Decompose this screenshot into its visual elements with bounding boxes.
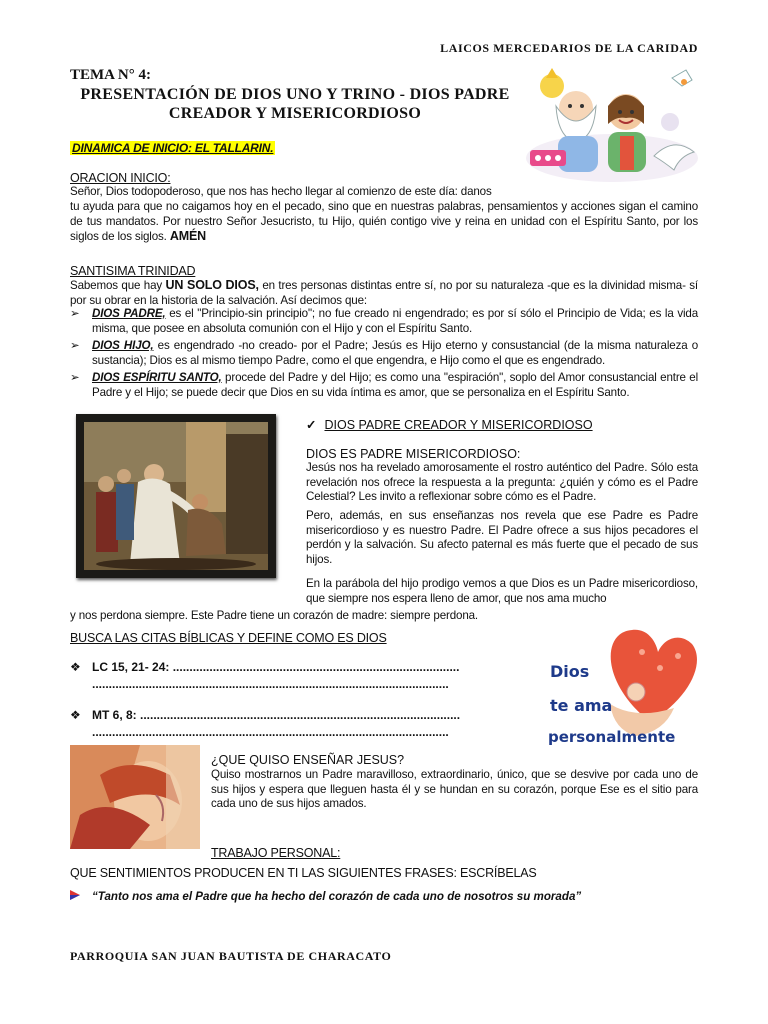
oracion-body: [70, 200, 698, 245]
cita-answer-line: ................................................................................................: [140, 708, 461, 722]
cita-answer-line: ......................................................................................: [172, 660, 460, 674]
jesus-text: Quiso mostrarnos un Padre maravilloso, extraordinario, único, que se desvive por cada uno de sus hijos y espera que lleguen hasta él y se hundan en su corazón, porque Ese es el sitio para cada uno de sus hijos amados.: [211, 768, 698, 811]
heart-text-te-ama: te ama: [550, 696, 613, 715]
term-dios-espiritu: DIOS ESPÍRITU SANTO,: [92, 371, 222, 384]
trabajo-heading: TRABAJO PERSONAL:: [211, 846, 341, 860]
padre-paragraph-1: Jesús nos ha revelado amorosamente el rostro auténtico del Padre. Sólo esta revelación nos ofrece la respuesta a la pregunta: ¿quién y cómo es el Padre Celestial? Les invito a reflexionar sobre cómo es el Padre.: [306, 461, 698, 504]
def-dios-padre: es el "Principio-sin principio"; no fue creado ni engendrado; es por sí sólo el Principio de Vida; es la vida misma, que posee en absoluta comunión con el Hijo y con el Espíritu Santo.: [92, 307, 698, 335]
page-title: PRESENTACIÓN DE DIOS UNO Y TRINO - DIOS PADRE CREADOR Y MISERICORDIOSO: [80, 86, 510, 122]
jesus-heading: ¿QUE QUISO ENSEÑAR JESUS?: [211, 753, 405, 767]
arrow-bullet-icon: ➢: [70, 307, 80, 320]
trinidad-intro-a: Sabemos que hay: [70, 279, 166, 292]
check-icon: ✓: [306, 418, 317, 432]
def-dios-hijo: es engendrado -no creado- por el Padre; Jesús es Hijo eterno y consustancial (de la misma naturaleza o sustancia); Dios es al mismo tiempo Padre, como el que engendra, e Hijo como el que es engendrado.: [92, 339, 698, 367]
trinity-cartoon-image: [524, 66, 700, 184]
page-header: LAICOS MERCEDARIOS DE LA CARIDAD: [440, 41, 698, 55]
oracion-heading: ORACION INICIO:: [70, 171, 171, 185]
padre-subheading: DIOS ES PADRE MISERICORDIOSO:: [306, 447, 521, 461]
heart-text-personalmente: personalmente: [548, 728, 676, 746]
trinidad-heading: SANTISIMA TRINIDAD: [70, 264, 196, 278]
tema-number: TEMA N° 4:: [70, 67, 151, 83]
trinidad-item-espiritu: [70, 371, 698, 400]
trinidad-item-padre: [70, 307, 698, 336]
trinidad-intro: [70, 278, 698, 308]
trinidad-item-hijo: [70, 339, 698, 368]
trabajo-phrase: “Tanto nos ama el Padre que ha hecho del corazón de cada uno de nosotros su morada”: [92, 890, 582, 903]
term-dios-padre: DIOS PADRE,: [92, 307, 166, 320]
cita-item-lc: [70, 659, 520, 693]
trinidad-intro-c: en tres personas distintas entre sí, no por su naturaleza -que es la divinidad misma- sí por su obrar en la historia de la salvación. Así decimos que:: [70, 279, 698, 307]
dios-te-ama-image: [540, 612, 700, 754]
oracion-amen: AMÉN: [169, 229, 207, 244]
padre-paragraph-3a: En la parábola del hijo prodigo vemos a que Dios es un Padre misericordioso, que siempre nos espera lleno de amor, que nos ama mucho: [306, 577, 698, 605]
def-dios-espiritu: procede del Padre y del Hijo; es como una "espiración", soplo del Amor consustancial entre el Padre y el Hijo; se puede decir que Dios en su vida íntima es amor, que se personaliza en el Espíritu Santo.: [92, 371, 698, 399]
citas-heading: BUSCA LAS CITAS BÍBLICAS Y DEFINE COMO ES DIOS: [70, 631, 387, 645]
color-arrow-bullet-icon: [70, 890, 92, 903]
cita-ref-lc: LC 15, 21- 24:: [92, 660, 170, 674]
trabajo-phrase-row: [70, 890, 698, 903]
dinamica-heading: DINAMICA DE INICIO: EL TALLARIN.: [72, 141, 274, 155]
oracion-text: tu ayuda para que no caigamos hoy en el pecado, sino que en nuestras palabras, pensamientos y acciones sigan el camino de tus mandatos. Por nuestro Señor Jesucristo, tu Hijo, quién contigo vive y reina en unidad con el Espíritu Santo, por los siglos de los siglos.: [70, 200, 698, 244]
oracion-first-line: Señor, Dios todopoderoso, que nos has hecho llegar al comienzo de este día: danos: [70, 185, 492, 198]
cita-item-mt: [70, 707, 520, 741]
heart-text-dios: Dios: [550, 662, 590, 681]
trabajo-question: QUE SENTIMIENTOS PRODUCEN EN TI LAS SIGUIENTES FRASES: ESCRÍBELAS: [70, 866, 537, 880]
check-heading: [306, 417, 593, 432]
cita-answer-line: ...........................................................................................................: [92, 725, 449, 739]
padre-paragraph-2: Pero, además, en sus enseñanzas nos revela que ese Padre es Padre misericordioso y es nuestro Padre. El Padre ofrece a sus hijos pecadores el perdón y la salvación. Su afecto paternal es más fuerte que el pecado de sus hijos.: [306, 509, 698, 566]
diamond-bullet-icon: ❖: [70, 660, 81, 674]
padre-paragraph-3b: y nos perdona siempre. Este Padre tiene un corazón de madre: siempre perdona.: [70, 609, 478, 622]
arrow-bullet-icon: ➢: [70, 371, 80, 384]
embrace-painting: [70, 745, 200, 849]
prodigal-son-painting: [76, 414, 276, 578]
term-dios-hijo: DIOS HIJO,: [92, 339, 154, 352]
diamond-bullet-icon: ❖: [70, 708, 81, 722]
trinidad-intro-bold: UN SOLO DIOS,: [165, 278, 259, 292]
cita-answer-line: ...........................................................................................................: [92, 677, 449, 691]
arrow-bullet-icon: ➢: [70, 339, 80, 352]
cita-ref-mt: MT 6, 8:: [92, 708, 137, 722]
page-footer: PARROQUIA SAN JUAN BAUTISTA DE CHARACATO: [70, 949, 392, 963]
check-heading-text: DIOS PADRE CREADOR Y MISERICORDIOSO: [324, 418, 593, 432]
